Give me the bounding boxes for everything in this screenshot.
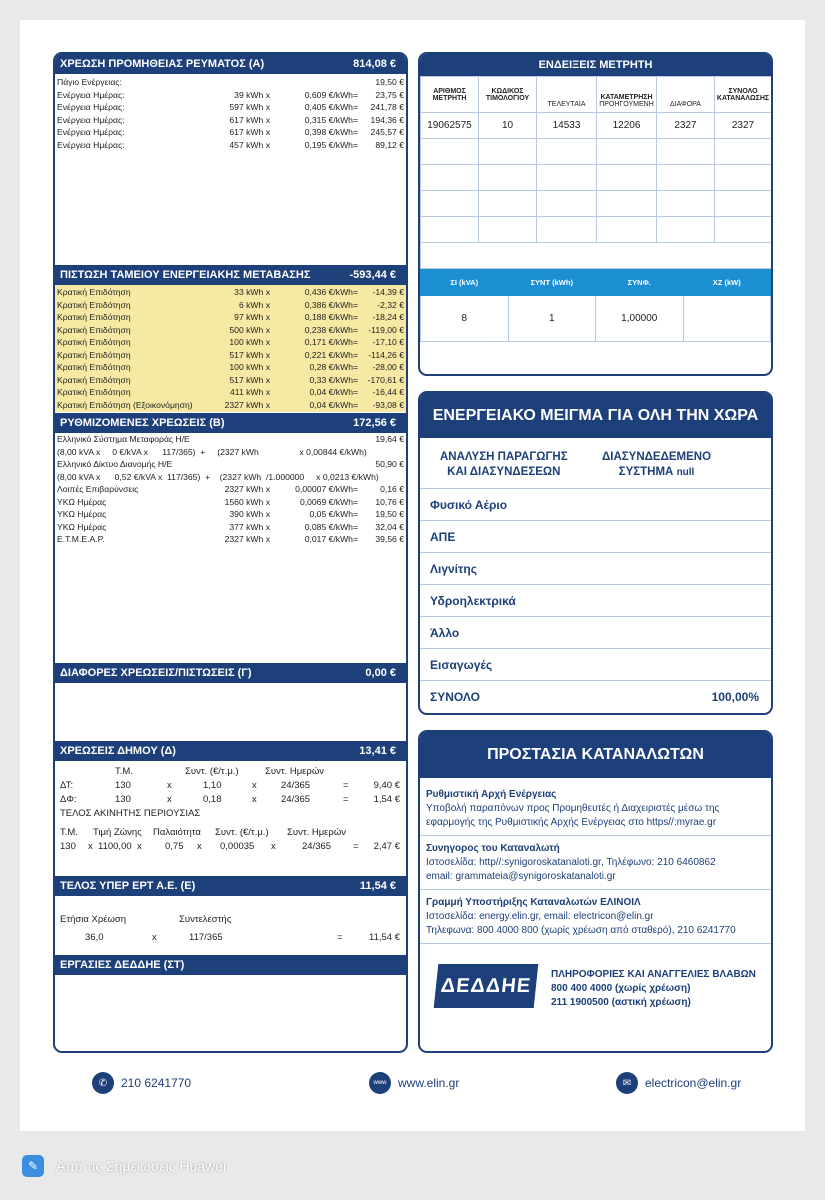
charge-row: [55, 76, 406, 89]
elin-support-title: Γραμμή Υποστήριξης Καταναλωτών ΕΛΙΝΟΙΛ: [426, 897, 641, 908]
mix-item-label: Λιγνίτης: [430, 561, 477, 576]
charge-qty: 617 kWh x: [229, 127, 270, 137]
prop-x3: x: [197, 841, 202, 852]
charge-qty: 500 kWh x: [229, 324, 270, 335]
meter-power-table: [420, 269, 771, 342]
charge-label: Κρατική Επιδότηση: [57, 387, 131, 397]
municipal-title: ΧΡΕΩΣΕΙΣ ΔΗΜΟΥ (Δ): [60, 745, 176, 757]
charge-row: [55, 349, 406, 362]
charge-rate: 0,405 €/kWh=: [304, 102, 358, 112]
ert-coef: 117/365: [189, 932, 223, 943]
ert-body: [55, 896, 406, 955]
charge-rate: 0,05 €/kWh=: [309, 509, 358, 519]
charge-amount: -170,61 €: [367, 374, 404, 385]
charge-qty: 457 kWh x: [229, 139, 270, 150]
charge-qty: 33 kWh x: [234, 287, 270, 297]
dt-tm: 130: [115, 780, 131, 791]
footer-phone[interactable]: [92, 1072, 191, 1094]
prop-x2: x: [137, 841, 142, 852]
mix-header: [420, 393, 771, 438]
charge-qty: 597 kWh x: [229, 102, 270, 112]
charge-rate: 0,238 €/kWh=: [304, 324, 358, 335]
misc-header: [55, 663, 406, 683]
ombudsman-line1: Ιστοσελίδα: http//:synigoroskatanaloti.gr, Τηλέφωνο: 210 6460862: [426, 857, 716, 868]
charge-qty: 97 kWh x: [234, 312, 270, 322]
charge-label: Κρατική Επιδότηση: [57, 312, 131, 322]
charge-rate: 0,0069 €/kWh=: [299, 496, 358, 507]
charge-amount: 32,04 €: [375, 521, 404, 532]
df-coef: 0,18: [203, 794, 222, 805]
ert-h-annual: Ετήσια Χρέωση: [60, 914, 127, 925]
rae-title: Ρυθμιστική Αρχή Ενέργειας: [426, 789, 557, 800]
charge-rate: 0,398 €/kWh=: [304, 127, 358, 137]
charge-label: ΥΚΩ Ημέρας: [57, 521, 107, 532]
charge-label: Πάγιο Ενέργειας:: [57, 77, 122, 87]
charge-qty: 1560 kWh x: [224, 496, 270, 507]
transmission-formula: (8,00 kVA x 0 €/kVA x 117/365) + (2327 kWh x 0,00844 €/kWh): [57, 446, 367, 457]
charge-row: [55, 126, 406, 139]
ert-h-coef: Συντελεστής: [179, 914, 232, 925]
prop-days: 24/365: [302, 841, 332, 852]
credit-total: -593,44 €: [349, 269, 396, 281]
meter-table: [420, 76, 772, 269]
charge-row: [55, 533, 406, 546]
ombudsman-title: Συνηγορος του Καταναλωτή: [426, 843, 560, 854]
df-days: 24/365: [281, 794, 311, 805]
mix-columns: [420, 438, 771, 489]
charge-row: [55, 89, 406, 102]
municipal-body: [55, 761, 406, 876]
df-x2: x: [252, 794, 257, 805]
deddie-works-title: ΕΡΓΑΣΙΕΣ ΔΕΔΔΗΕ (ΣΤ): [60, 959, 185, 971]
charge-amount: 23,75 €: [375, 89, 404, 100]
supply-total: 814,08 €: [353, 58, 396, 70]
charge-qty: 617 kWh x: [229, 114, 270, 125]
mix-total-value: 100,00%: [711, 689, 759, 704]
meter-h-number: ΑΡΙΘΜΟΣ ΜΕΤΡΗΤΗ: [421, 77, 479, 113]
charge-row: [55, 399, 406, 412]
charge-amount: -93,08 €: [372, 399, 404, 410]
distribution-label: Ελληνικό Δίκτυο Διανομής Η/Ε: [57, 459, 173, 469]
charge-label: Ενέργεια Ημέρας:: [57, 139, 125, 150]
charge-amount: -17,10 €: [372, 337, 404, 347]
ert-header: [55, 876, 406, 896]
charge-rate: 0,436 €/kWh=: [304, 287, 358, 297]
charge-label: Κρατική Επιδότηση: [57, 362, 131, 372]
mix-item-label: Εισαγωγές: [430, 657, 493, 672]
prop-h-tm: Τ.Μ.: [60, 827, 78, 838]
charge-label: Κρατική Επιδότηση: [57, 287, 131, 297]
distribution-formula: (8,00 kVA x 0,52 €/kVA x 117/365) + (2327 kWh /1.000000 x 0,0213 €/kWh): [57, 471, 379, 482]
charge-rate: 0,171 €/kWh=: [304, 337, 358, 347]
mix-item-label: Φυσικό Αέριο: [430, 497, 508, 512]
mix-item: [420, 489, 771, 521]
charge-rate: 0,28 €/kWh=: [309, 362, 358, 372]
charge-qty: 100 kWh x: [229, 362, 270, 372]
charge-amount: -16,44 €: [372, 387, 404, 397]
mix-item: [420, 585, 771, 617]
charge-row: [55, 101, 406, 114]
charge-label: Κρατική Επιδότηση (Εξοικονόμηση): [57, 399, 193, 410]
deddie-info: [551, 968, 756, 1010]
municipal-h-coef: Συντ. (€/τ.μ.): [185, 766, 239, 777]
meter-header: [420, 54, 771, 76]
misc-body: [55, 683, 406, 741]
charge-amount: -2,32 €: [377, 299, 404, 310]
meter-panel: [418, 52, 773, 376]
notes-app-icon: ✎: [22, 1155, 44, 1177]
charge-label: Λοιπές Επιβαρύνσεις: [57, 484, 139, 494]
meter-number: 19062575: [421, 113, 479, 139]
charge-label: ΥΚΩ Ημέρας: [57, 509, 107, 519]
charge-label: Ενέργεια Ημέρας:: [57, 127, 125, 137]
charge-label: Κρατική Επιδότηση: [57, 337, 131, 347]
charge-rate: 0,609 €/kWh=: [304, 89, 358, 100]
mix-item-label: Υδροηλεκτρικά: [430, 593, 516, 608]
dt-x2: x: [252, 780, 257, 791]
charge-amount: -28,00 €: [372, 362, 404, 372]
envelope-icon: ✉: [616, 1072, 638, 1094]
prop-x1: x: [88, 841, 93, 852]
dt-coef: 1,10: [203, 780, 222, 791]
municipal-h-days: Συντ. Ημερών: [265, 766, 324, 777]
charge-row: [55, 299, 406, 312]
dt-label: ΔΤ:: [60, 780, 74, 791]
charge-label: Ε.Τ.Μ.Ε.Α.Ρ.: [57, 534, 105, 544]
meter-tariff: 10: [479, 113, 537, 139]
regulated-rows: [55, 433, 406, 663]
globe-icon: www: [369, 1072, 391, 1094]
prop-h-coef: Συντ. (€/τ.μ.): [215, 827, 269, 838]
energy-mix-panel: [418, 391, 773, 715]
charge-qty: 39 kWh x: [234, 89, 270, 100]
phone-icon: ✆: [92, 1072, 114, 1094]
regulated-total: 172,56 €: [353, 417, 396, 429]
transmission-amount: 19,64 €: [375, 434, 404, 444]
municipal-h-tm: Τ.Μ.: [115, 766, 133, 777]
credit-title: ΠΙΣΤΩΣΗ ΤΑΜΕΙΟΥ ΕΝΕΡΓΕΙΑΚΗΣ ΜΕΤΑΒΑΣΗΣ: [60, 269, 311, 281]
meter-h-xz: ΧΖ (kW): [683, 270, 771, 296]
df-tm: 130: [115, 794, 131, 805]
footer-email[interactable]: [616, 1072, 741, 1094]
charge-row: [55, 361, 406, 374]
ert-x: x: [152, 932, 157, 943]
meter-h-tariff: ΚΩΔΙΚΟΣ ΤΙΜΟΛΟΓΙΟΥ: [479, 77, 537, 113]
footer-phone-text: 210 6241770: [121, 1076, 192, 1090]
charge-row: [55, 286, 406, 299]
prop-amount: 2,47 €: [373, 841, 400, 852]
charge-label: Ενέργεια Ημέρας:: [57, 102, 125, 112]
mix-item: [420, 521, 771, 553]
charge-row: [55, 386, 406, 399]
charge-amount: -114,26 €: [368, 349, 404, 360]
rae-text: Υποβολή παραπόνων προς Προμηθευτές ή Διαχειριστές μέσω της εφαρμογής της Ρυθμιστικής Αρχής Ενέργειας στο https//:myrae.gr: [426, 803, 720, 828]
meter-xz: [683, 296, 771, 342]
ert-amount: 11,54 €: [369, 932, 400, 943]
deddie-works-header: [55, 955, 406, 975]
charge-row: [55, 496, 406, 509]
charge-rate: 0,195 €/kWh=: [304, 139, 358, 150]
footer-email-text: electricon@elin.gr: [645, 1076, 742, 1090]
mix-item: [420, 617, 771, 649]
charge-amount: 19,50 €: [375, 77, 404, 87]
mix-total-row: [420, 681, 771, 712]
charge-qty: 517 kWh x: [229, 349, 270, 360]
elin-support-line2: Τηλεφωνα: 800 4000 800 (χωρίς χρέωση από σταθερό), 210 6241770: [426, 925, 736, 936]
charge-qty: 2327 kWh x: [224, 484, 270, 494]
meter-synf: 1,00000: [596, 296, 684, 342]
charge-amount: 19,50 €: [375, 509, 404, 519]
meter-h-si: ΣΙ (kVA): [421, 270, 509, 296]
charge-row: [55, 521, 406, 534]
notes-source-text: Από τις Σημειώσεις Huawei: [56, 1158, 227, 1174]
prop-eq: =: [353, 841, 359, 852]
prop-h-days: Συντ. Ημερών: [287, 827, 346, 838]
charge-rate: 0,00007 €/kWh=: [295, 484, 358, 494]
charge-row: [55, 311, 406, 324]
charge-qty: 390 kWh x: [229, 509, 270, 519]
distribution-amount: 50,90 €: [375, 459, 404, 469]
dt-amount: 9,40 €: [373, 780, 400, 791]
mix-col-production: ΑΝΑΛΥΣΗ ΠΑΡΑΓΩΓΗΣ ΚΑΙ ΔΙΑΣΥΝΔΕΣΕΩΝ: [440, 451, 568, 478]
charge-amount: -14,39 €: [372, 287, 404, 297]
mix-title: ΕΝΕΡΓΕΙΑΚΟ ΜΕΙΓΜΑ ΓΙΑ ΟΛΗ ΤΗΝ ΧΩΡΑ: [432, 406, 759, 424]
meter-diff: 2327: [657, 113, 715, 139]
mix-total-label: ΣΥΝΟΛΟ: [430, 689, 480, 704]
charge-row: [55, 324, 406, 337]
misc-total: 0,00 €: [365, 667, 396, 679]
charge-qty: 377 kWh x: [229, 521, 270, 532]
charge-label: Κρατική Επιδότηση: [57, 374, 131, 385]
charge-label: ΥΚΩ Ημέρας: [57, 496, 107, 507]
charge-qty: 2327 kWh x: [224, 534, 270, 544]
regulated-title: ΡΥΘΜΙΖΟΜΕΝΕΣ ΧΡΕΩΣΕΙΣ (Β): [60, 417, 225, 429]
transmission-label: Ελληνικό Σύστημα Μεταφοράς Η/Ε: [57, 434, 190, 444]
charge-amount: 245,57 €: [370, 127, 404, 137]
charge-amount: 194,36 €: [370, 114, 404, 125]
charge-label: Ενέργεια Ημέρας:: [57, 114, 125, 125]
charge-label: Ενέργεια Ημέρας:: [57, 89, 125, 100]
charge-row: [55, 508, 406, 521]
meter-h-total: ΣΥΝΟΛΟ ΚΑΤΑΝΑΛΩΣΗΣ: [715, 77, 772, 113]
mix-items: [420, 489, 771, 681]
ert-annual: 36,0: [85, 932, 104, 943]
meter-h-diff: ΔΙΑΦΟΡΑ: [657, 77, 715, 113]
charges-panel: [53, 52, 408, 1053]
deddie-block: [420, 944, 771, 1032]
charge-label: Κρατική Επιδότηση: [57, 324, 131, 335]
meter-last: 14533: [537, 113, 597, 139]
prop-tm: 130: [60, 841, 76, 852]
charge-amount: 10,76 €: [375, 496, 404, 507]
charge-row: [55, 374, 406, 387]
elin-support-line1: Ιστοσελίδα: energy.elin.gr, email: electricon@elin.gr: [426, 911, 654, 922]
prop-h-zone: Τιμή Ζώνης: [93, 827, 142, 838]
prop-zone: 1100,00: [98, 841, 132, 852]
df-label: ΔΦ:: [60, 794, 77, 805]
charge-rate: 0,017 €/kWh=: [304, 534, 358, 544]
meter-h-last: ΤΕΛΕΥΤΑΙΑ: [537, 77, 597, 113]
charge-amount: 241,78 €: [370, 102, 404, 112]
property-tax-title: ΤΕΛΟΣ ΑΚΙΝΗΤΗΣ ΠΕΡΙΟΥΣΙΑΣ: [60, 808, 201, 819]
mix-col-interconnected: ΔΙΑΣΥΝΔΕΔΕΜΕΝΟ ΣΥΣΤΗΜΑ null: [602, 451, 712, 478]
charge-amount: 0,16 €: [380, 484, 404, 494]
mix-item: [420, 649, 771, 681]
charge-row: [55, 483, 406, 496]
meter-total: 2327: [715, 113, 772, 139]
footer-web-text: www.elin.gr: [398, 1076, 460, 1090]
charge-qty: 517 kWh x: [229, 374, 270, 385]
charge-label: Κρατική Επιδότηση: [57, 349, 131, 360]
deddie-line2: 800 400 4000 (χωρίς χρέωση): [551, 983, 691, 994]
charge-row: [55, 114, 406, 127]
deddie-logo: ΔΕΔΔΗΕ: [434, 964, 539, 1008]
meter-title: ΕΝΔΕΙΞΕΙΣ ΜΕΤΡΗΤΗ: [538, 59, 653, 71]
charge-row: [55, 139, 406, 152]
meter-prev: 12206: [597, 113, 657, 139]
charge-rate: 0,386 €/kWh=: [304, 299, 358, 310]
charge-amount: 39,56 €: [375, 534, 404, 544]
dt-days: 24/365: [281, 780, 311, 791]
charge-rate: 0,188 €/kWh=: [304, 312, 358, 322]
charge-row: [55, 336, 406, 349]
municipal-header: [55, 741, 406, 761]
deddie-line3: 211 1900500 (αστική χρέωση): [551, 997, 691, 1008]
regulated-header: [55, 413, 406, 433]
ert-total: 11,54 €: [359, 880, 396, 892]
charge-qty: 6 kWh x: [238, 299, 270, 310]
charge-qty: 411 kWh x: [230, 387, 270, 397]
meter-synt: 1: [508, 296, 596, 342]
meter-h-prev: ΚΑΤΑΜΕΤΡΗΣΗ ΠΡΟΗΓΟΥΜΕΝΗ: [597, 77, 657, 113]
municipal-total: 13,41 €: [359, 745, 396, 757]
ombudsman-line2: email: grammateia@synigoroskatanaloti.gr: [426, 871, 616, 882]
charge-rate: 0,085 €/kWh=: [304, 521, 358, 532]
supply-rows: [55, 74, 406, 265]
charge-label: Κρατική Επιδότηση: [57, 299, 131, 310]
dt-x1: x: [167, 780, 172, 791]
supply-header: [55, 54, 406, 74]
charge-qty: 100 kWh x: [229, 337, 270, 347]
credit-header: [55, 265, 406, 285]
elin-support-block: [420, 890, 771, 944]
mix-item-label: Άλλο: [430, 625, 460, 640]
charge-rate: 0,04 €/kWh=: [309, 399, 358, 410]
prop-h-age: Παλαιότητα: [153, 827, 201, 838]
protection-title: ΠΡΟΣΤΑΣΙΑ ΚΑΤΑΝΑΛΩΤΩΝ: [487, 746, 704, 763]
prop-x4: x: [271, 841, 276, 852]
protection-header: [420, 732, 771, 778]
supply-title: ΧΡΕΩΣΗ ΠΡΟΜΗΘΕΙΑΣ ΡΕΥΜΑΤΟΣ (Α): [60, 58, 265, 70]
misc-title: ΔΙΑΦΟΡΕΣ ΧΡΕΩΣΕΙΣ/ΠΙΣΤΩΣΕΙΣ (Γ): [60, 667, 252, 679]
prop-age: 0,75: [165, 841, 184, 852]
charge-amount: -18,24 €: [372, 312, 404, 322]
meter-h-synf: ΣΥΝΦ.: [596, 270, 684, 296]
charge-rate: 0,33 €/kWh=: [309, 374, 358, 385]
df-eq: =: [343, 794, 349, 805]
df-x1: x: [167, 794, 172, 805]
consumer-protection-panel: [418, 730, 773, 1053]
footer-web[interactable]: [369, 1072, 459, 1094]
df-amount: 1,54 €: [373, 794, 400, 805]
ert-eq: =: [337, 932, 343, 943]
deddie-line1: ΠΛΗΡΟΦΟΡΙΕΣ ΚΑΙ ΑΝΑΓΓΕΛΙΕΣ ΒΛΑΒΩΝ: [551, 969, 756, 980]
charge-qty: 2327 kWh x: [224, 399, 270, 410]
charge-amount: 89,12 €: [375, 139, 404, 150]
credit-rows: [55, 285, 406, 412]
meter-si: 8: [421, 296, 509, 342]
mix-item: [420, 553, 771, 585]
prop-coef: 0,00035: [220, 841, 255, 852]
dt-eq: =: [343, 780, 349, 791]
charge-amount: -119,00 €: [368, 324, 404, 335]
charge-rate: 0,221 €/kWh=: [304, 349, 358, 360]
mix-item-label: ΑΠΕ: [430, 529, 456, 544]
charge-rate: 0,315 €/kWh=: [304, 114, 358, 125]
charge-rate: 0,04 €/kWh=: [309, 387, 358, 397]
meter-h-synt: ΣΥΝΤ (kWh): [508, 270, 596, 296]
rae-block: [420, 778, 771, 836]
notes-source-bar: [22, 1155, 226, 1177]
ert-title: ΤΕΛΟΣ ΥΠΕΡ ΕΡΤ Α.Ε. (Ε): [60, 880, 196, 892]
ombudsman-block: [420, 836, 771, 890]
